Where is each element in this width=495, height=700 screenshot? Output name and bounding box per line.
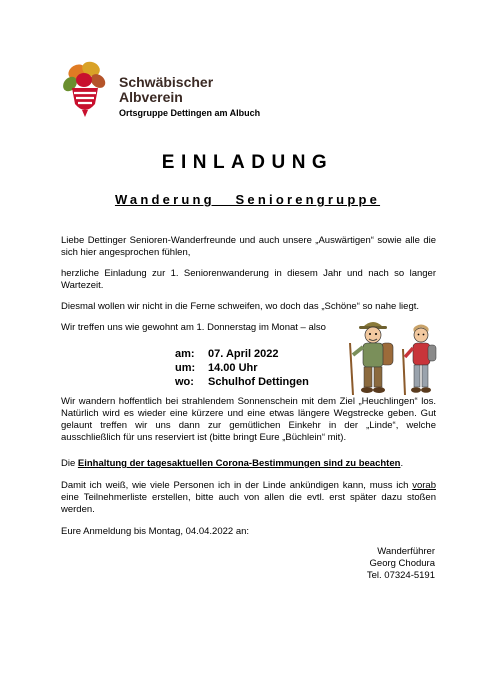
corona-rules-emphasis: Einhaltung der tagesaktuellen Corona-Bestimmungen sind zu beachten — [77, 458, 401, 469]
event-details — [175, 347, 309, 389]
time-row — [175, 361, 309, 375]
albverein-logo-icon — [60, 60, 110, 118]
place-row — [175, 375, 309, 389]
time-label: um: — [175, 362, 196, 374]
hikers-illustration-icon — [345, 315, 440, 397]
paragraph-corona — [61, 458, 436, 470]
paragraph-route: Wir wandern hoffentlich bei strahlendem Sonnenschein mit dem Ziel „Heuchlingen“ los. Natürlich wird es wieder eine kürzere und eine etwas längere Wegstrecke geben. Gut gelaunt treffen wir uns dann zur gemütlichen Einkehr in der „Linde“, welche ausschließlich für uns reserviert ist (bitte bringt Eure „Büchlein“ mit). — [61, 396, 436, 443]
corona-suffix: . — [400, 458, 404, 469]
club-name-line2: Albverein — [119, 89, 183, 105]
paragraph-deadline: Eure Anmeldung bis Montag, 04.04.2022 an: — [61, 526, 250, 537]
registration-vorab: vorab — [412, 480, 436, 491]
place-label: wo: — [175, 376, 194, 388]
date-row — [175, 347, 309, 361]
paragraph-destination: Diesmal wollen wir nicht in die Ferne schweifen, wo doch das „Schöne“ so nahe liegt. — [61, 301, 420, 312]
club-name — [119, 75, 213, 105]
registration-text-b: eine Teilnehmerliste erstellen, bitte auch von allen die evtl. erst später dazu stoßen werden. — [61, 492, 436, 515]
paragraph-registration — [61, 480, 436, 516]
document-title: EINLADUNG — [161, 152, 334, 173]
signature-name: Georg Chodura — [369, 558, 435, 569]
corona-prefix: Die — [61, 458, 78, 469]
place-value: Schulhof Dettingen — [208, 376, 309, 388]
paragraph-invitation: herzliche Einladung zur 1. Seniorenwanderung in diesem Jahr und nach so langer Wartezeit. — [61, 268, 436, 291]
chapter-name: Ortsgruppe Dettingen am Albuch — [119, 108, 261, 118]
paragraph-greeting: Liebe Dettinger Senioren-Wanderfreunde und auch unsere „Auswärtigen“ sowie alle die sich hier angesprochen fühlen, — [61, 235, 436, 258]
signature-phone: Tel. 07324-5191 — [366, 570, 435, 581]
club-name-line1: Schwäbischer — [119, 74, 214, 90]
document-subtitle: Wanderung Seniorengruppe — [114, 192, 381, 207]
date-value: 07. April 2022 — [208, 348, 279, 360]
signature-block — [367, 546, 435, 582]
registration-text-a: Damit ich weiß, wie viele Personen ich in der Linde ankündigen kann, muss ich — [61, 480, 413, 491]
signature-role: Wanderführer — [377, 546, 435, 557]
time-value: 14.00 Uhr — [208, 362, 258, 374]
date-label: am: — [175, 348, 195, 360]
paragraph-meeting: Wir treffen uns wie gewohnt am 1. Donnerstag im Monat – also — [61, 322, 326, 333]
